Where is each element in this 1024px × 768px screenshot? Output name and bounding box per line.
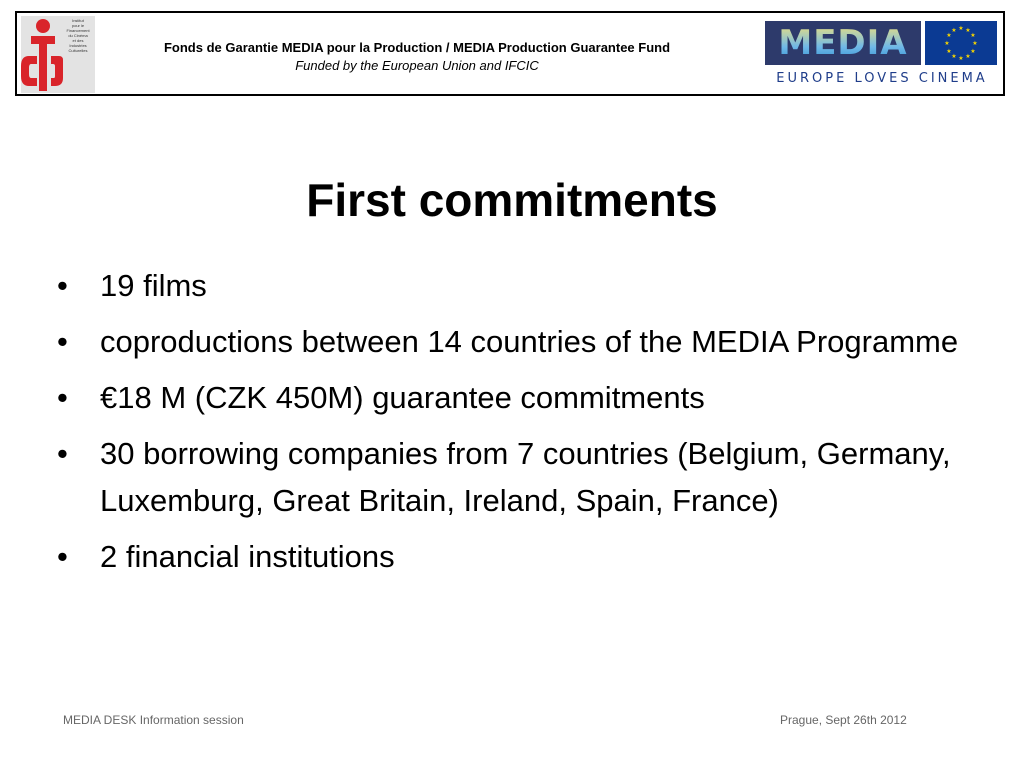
svg-text:★: ★ [946, 48, 952, 55]
svg-text:★: ★ [965, 53, 971, 60]
header-banner [15, 11, 1005, 96]
media-wordmark-box [765, 21, 921, 65]
bullet-item [57, 533, 977, 580]
ific-logo-text: Institut pour le Financement du Cinéma et des Industries Culturelles [66, 18, 90, 53]
media-logo [762, 19, 1002, 89]
svg-text:★: ★ [972, 40, 978, 47]
bullet-marker: • [57, 324, 68, 359]
bullet-item [57, 374, 977, 421]
bullet-text: 30 borrowing companies from 7 countries (Belgium, Germany, Luxemburg, Great Britain, Ireland, Spain, France) [100, 436, 951, 518]
svg-text:★: ★ [965, 27, 971, 34]
bullet-item [57, 262, 977, 309]
footer-session-label: MEDIA DESK Information session [63, 713, 244, 727]
bullet-text: coproductions between 14 countries of the MEDIA Programme [100, 324, 959, 359]
slide-title: First commitments [306, 174, 718, 226]
eu-flag-icon [925, 21, 997, 65]
svg-text:★: ★ [970, 32, 976, 39]
svg-text:★: ★ [958, 25, 964, 32]
eu-stars-icon [925, 21, 997, 65]
bullet-marker: • [57, 268, 68, 303]
svg-text:★: ★ [970, 48, 976, 55]
header-funding-note: Funded by the European Union and IFCIC [295, 58, 539, 73]
bullet-item [57, 430, 977, 524]
svg-text:★: ★ [958, 55, 964, 62]
bullet-item [57, 318, 977, 365]
svg-text:★: ★ [951, 27, 957, 34]
svg-text:★: ★ [944, 40, 950, 47]
bullet-marker: • [57, 380, 68, 415]
svg-text:★: ★ [951, 53, 957, 60]
footer-date-label: Prague, Sept 26th 2012 [780, 713, 907, 727]
bullet-text: €18 M (CZK 450M) guarantee commitments [100, 380, 705, 415]
header-fund-title: Fonds de Garantie MEDIA pour la Production / MEDIA Production Guarantee Fund [163, 40, 671, 55]
bullet-text: 19 films [100, 268, 207, 303]
bullet-list [57, 262, 977, 589]
media-wordmark: MEDIA [778, 23, 908, 63]
svg-text:★: ★ [946, 32, 952, 39]
header-text [117, 39, 717, 75]
bullet-marker: • [57, 539, 68, 574]
bullet-text: 2 financial institutions [100, 539, 395, 574]
media-tagline: EUROPE LOVES CINEMA [776, 71, 988, 86]
bullet-marker: • [57, 436, 68, 471]
ific-logo [21, 16, 95, 93]
